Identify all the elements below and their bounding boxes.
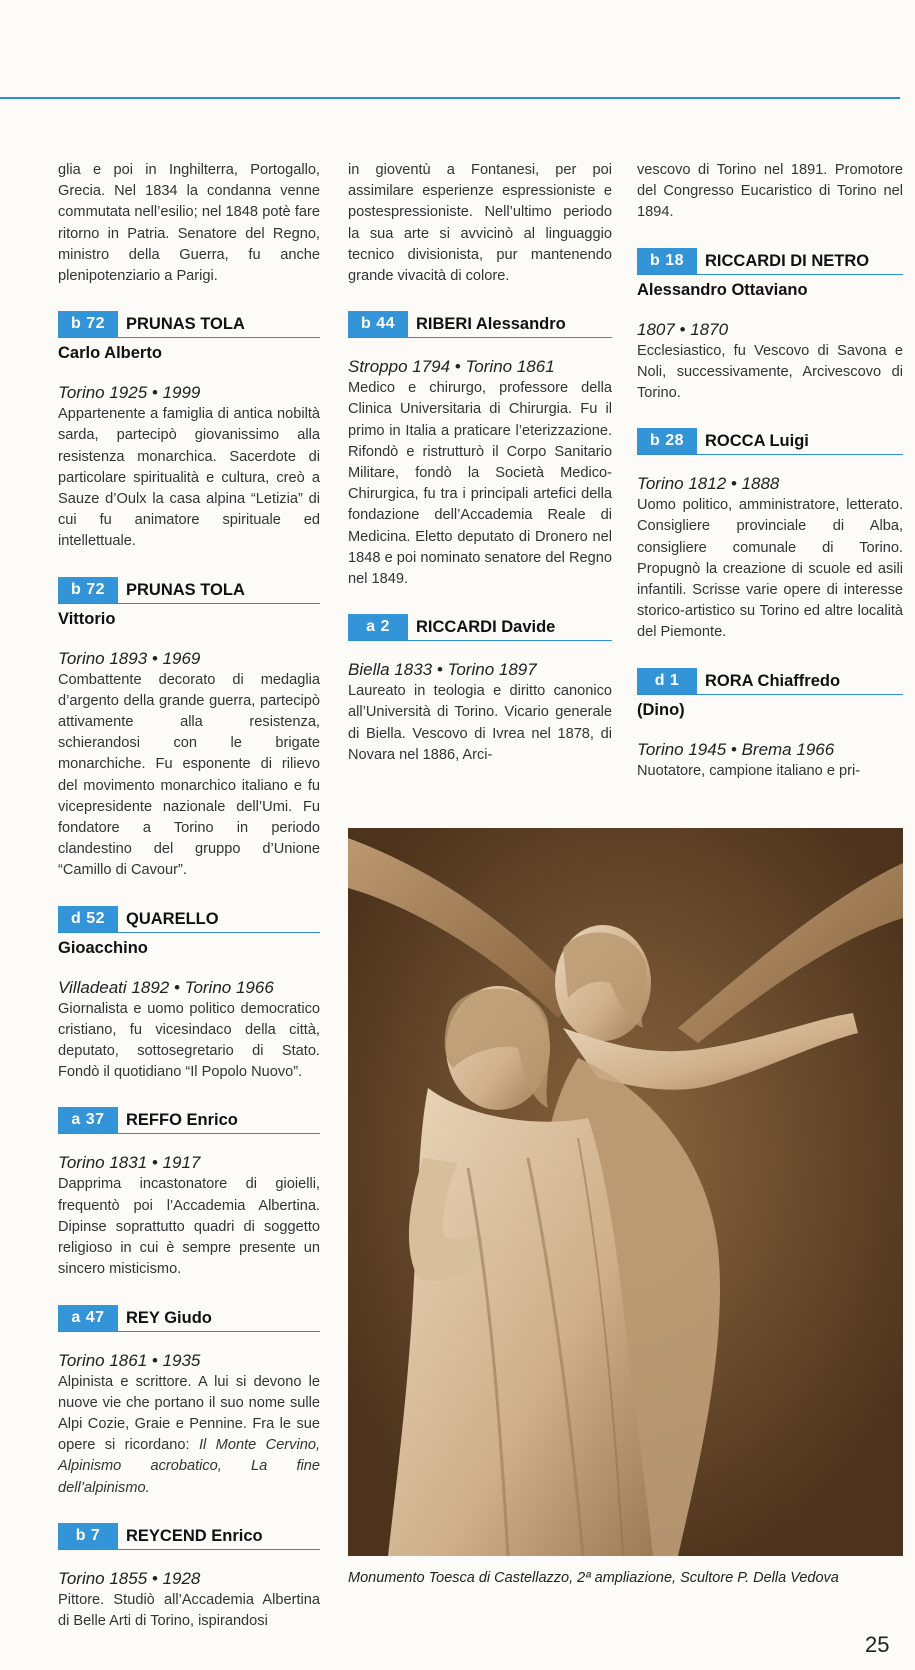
page-number: 25 (865, 1632, 890, 1657)
entry-text: Medico e chirurgo, professore della Clinica Universitaria di Chirurgia. Fu il primo in Italia a praticare l’eterizzazione. Rifondò e ristrutturò il Corpo Sanitario Militare, fondò la Società Medico-Chirurgica, fu tra i principali artefici della fondazione dell’Accademia Reale di Medicina. Eletto deputato di Dronero nel 1848 e poi nominato senatore del Regno nel 1849. (348, 380, 612, 588)
entry-header (58, 577, 320, 604)
entry-dates: Stroppo 1794 • Torino 1861 (348, 357, 555, 377)
map-ref-badge: a 2 (348, 614, 408, 640)
entry-subname: (Dino) (637, 700, 685, 719)
entry-prunas-tola-carlo (58, 311, 320, 552)
col2-intro: in gioventù a Fontanesi, per poi assimilare esperienze espressioniste e postespressioniste. Nell’ultimo periodo la sua arte si avvicinò al linguaggio tecnico divisionista, pur mantenendo grande vivacità di colore. (348, 162, 612, 285)
entry-rey (58, 1305, 320, 1499)
entry-subname: Vittorio (58, 609, 116, 628)
top-rule (0, 97, 900, 99)
entry-rocca (637, 428, 903, 643)
entry-name: ROCCA Luigi (705, 432, 809, 451)
entry-quarello (58, 906, 320, 1084)
map-ref-badge: b 18 (637, 248, 697, 274)
entry-riccardi-di-netro (637, 248, 903, 405)
map-ref-badge: d 1 (637, 668, 697, 694)
entry-text: Laureato in teologia e diritto canonico all’Università di Torino. Vicario generale di Biella. Vescovo di Ivrea nel 1878, di Novara nel 1886, Arci- (348, 683, 612, 763)
entry-header (58, 311, 320, 338)
entry-text: Dapprima incastonatore di gioielli, frequentò poi l’Accademia Albertina. Dipinse soprattutto quadri di soggetto religioso in cui è sempre presente un sincero misticismo. (58, 1176, 320, 1278)
entry-name: RICCARDI DI NETRO (705, 251, 870, 270)
entry-subname: Carlo Alberto (58, 344, 162, 363)
photo-caption: Monumento Toesca di Castellazzo, 2ª ampliazione, Scultore P. Della Vedova (348, 1570, 839, 1586)
entry-dates: Biella 1833 • Torino 1897 (348, 660, 537, 680)
entry-text: Giornalista e uomo politico democratico cristiano, fu vicesindaco della città, deputato, sottosegretario di Stato. Fondò il quotidiano “Il Popolo Nuovo”. (58, 1000, 320, 1081)
entry-name: PRUNAS TOLA (126, 580, 245, 599)
col1-intro: glia e poi in Inghilterra, Portogallo, Grecia. Nel 1834 la condanna venne commutata nell’esilio; nel 1848 potè fare ritorno in Patria. Senatore del Regno, ministro della Guerra, fu anche plenipotenziario a Parigi. (58, 162, 320, 285)
sculpture-illustration (348, 828, 903, 1556)
entry-header (637, 668, 903, 695)
entry-name: RICCARDI Davide (416, 618, 556, 637)
entry-name: RIBERI Alessandro (416, 315, 566, 334)
entry-dates: Torino 1945 • Brema 1966 (637, 739, 835, 759)
column-1 (58, 160, 320, 1632)
entry-dates: Torino 1925 • 1999 (58, 383, 201, 403)
map-ref-badge: b 28 (637, 428, 697, 454)
map-ref-badge: d 52 (58, 906, 118, 932)
entry-text: Nuotatore, campione italiano e pri- (637, 762, 861, 779)
entry-name: RORA Chiaffredo (705, 671, 841, 690)
entry-subname: Gioacchino (58, 938, 148, 957)
entry-header (637, 428, 903, 455)
entry-name: REYCEND Enrico (126, 1526, 263, 1545)
col3-intro: vescovo di Torino nel 1891. Promotore del Congresso Eucaristico di Torino nel 1894. (637, 162, 903, 221)
map-ref-badge: b 44 (348, 311, 408, 337)
entry-dates: Torino 1812 • 1888 (637, 474, 780, 494)
entry-header (348, 614, 612, 641)
entry-dates: Torino 1831 • 1917 (58, 1153, 201, 1173)
column-3 (637, 160, 903, 782)
entry-dates: Torino 1893 • 1969 (58, 648, 201, 668)
entry-name: PRUNAS TOLA (126, 315, 245, 334)
entry-dates: Torino 1855 • 1928 (58, 1568, 201, 1588)
map-ref-badge: b 72 (58, 311, 118, 337)
entry-reffo (58, 1107, 320, 1280)
entry-dates: 1807 • 1870 (637, 319, 729, 339)
entry-text: Combattente decorato di medaglia d’argento della grande guerra, partecipò attivamente alla resistenza, schierandosi con le brigate monarchiche. Fu esponente di rilievo del movimento monarchico italiano e fu vicepresidente nazionale dell’Umi. Fu fondatore a Torino in periodo clandestino del gruppo d’Unione “Camillo di Cavour”. (58, 671, 320, 879)
column-2 (348, 160, 612, 766)
entry-text (58, 1372, 320, 1499)
entry-riccardi-davide (348, 614, 612, 766)
entry-dates: Villadeati 1892 • Torino 1966 (58, 977, 274, 997)
map-ref-badge: a 37 (58, 1107, 118, 1133)
map-ref-badge: a 47 (58, 1305, 118, 1331)
entry-name: REFFO Enrico (126, 1111, 238, 1130)
entry-header (637, 248, 903, 275)
entry-prunas-tola-vittorio (58, 577, 320, 882)
entry-text-main: Alpinista e scrittore. A lui si devono le nuove vie che portano il suo nome sulle Alpi Cozie, Graie e Pennine. Fra le sue opere si ricordano: (58, 1373, 320, 1454)
entry-header (58, 1305, 320, 1332)
entry-works: Il Monte Cervino, Alpinismo acrobatico, La fine dell’alpinismo. (58, 1437, 320, 1496)
map-ref-badge: b 7 (58, 1523, 118, 1549)
entry-header (348, 311, 612, 338)
entry-header (58, 1107, 320, 1134)
entry-text: Pittore. Studiò all’Accademia Albertina di Belle Arti di Torino, ispirandosi (58, 1591, 320, 1629)
entry-name: QUARELLO (126, 909, 219, 928)
entry-header (58, 1523, 320, 1550)
entry-name: REY Giudo (126, 1308, 212, 1327)
entry-text: Uomo politico, amministratore, letterato. Consigliere provinciale di Alba, consigliere comunale di Torino. Propugnò la creazione di scuole ed asili infantili. Scrisse varie opere di interesse storico-artistico su Torino ed altre località del Piemonte. (637, 497, 903, 641)
entry-riberi (348, 311, 612, 590)
entry-header (58, 906, 320, 933)
entry-reycend (58, 1523, 320, 1632)
entry-text: Ecclesiastico, fu Vescovo di Savona e Noli, successivamente, Arcivescovo di Torino. (637, 342, 903, 402)
entry-rora (637, 668, 903, 782)
entry-dates: Torino 1861 • 1935 (58, 1350, 201, 1370)
entry-subname: Alessandro Ottaviano (637, 280, 808, 299)
monument-photo (348, 828, 903, 1556)
entry-text: Appartenente a famiglia di antica nobiltà sarda, partecipò giovanissimo alla resistenza monarchica. Sacerdote di particolare spiritualità e cultura, creò a Sauze d’Oulx la casa alpina “Letizia” di cui fu animatore spirituale ed intellettuale. (58, 406, 320, 550)
map-ref-badge: b 72 (58, 577, 118, 603)
